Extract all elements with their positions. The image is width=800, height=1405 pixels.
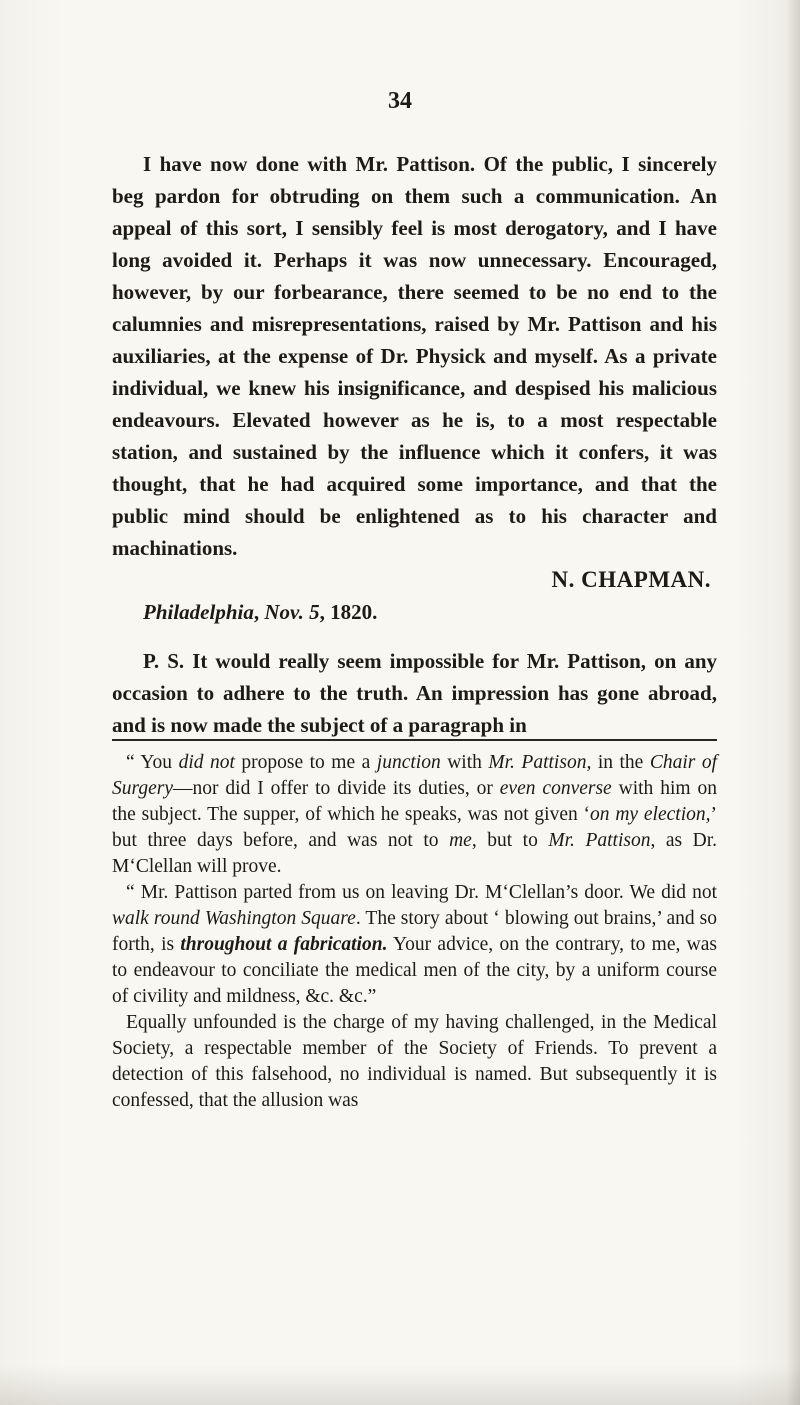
date-place: Philadelphia — [143, 600, 254, 624]
page-number: 34 — [388, 88, 412, 114]
page-bottom-shadow — [0, 1365, 800, 1405]
quote-paragraph-2: “ Mr. Pattison parted from us on leaving Dr. M‘Clellan’s door. We did not walk round Washington Square. The story about ‘ blowing out brains,’ and so forth, is throughout a fabrication. Your advice, on the contrary, to me, was to endeavour to conciliate the medical men of the city, by a uniform course of civility and mildness, &c. &c.” — [112, 882, 718, 1007]
signature-row — [112, 564, 717, 596]
signature: N. CHAPMAN. — [551, 567, 711, 592]
date-month: Nov. 5 — [264, 600, 320, 624]
quote-paragraph-1: “ You did not propose to me a junction with Mr. Pattison, in the Chair of Surgery—nor did I offer to divide its duties, or even converse with him on the subject. The supper, of which he speaks, was not given ‘on my election,’ but three days before, and was not to me, but to Mr. Pattison, as Dr. M‘Clellan will prove. — [112, 752, 718, 877]
paragraph-society-charge: Equally unfounded is the charge of my having challenged, in the Medical Society, a respectable member of the Society of Friends. To prevent a detection of this falsehood, no individual is named. But subsequently it is confessed, that the allusion was — [112, 1012, 717, 1111]
date-year: , 1820. — [319, 600, 378, 624]
postscript: P. S. It would really seem impossible for Mr. Pattison, on any occasion to adhere to the truth. An impression has gone abroad, and is now made the subject of a paragraph in — [112, 649, 717, 737]
quoted-letter — [112, 750, 717, 1114]
dateline: Philadelphia, Nov. 5, 1820. — [143, 600, 378, 624]
footnote-rule — [112, 739, 717, 741]
paragraph-conclusion: I have now done with Mr. Pattison. Of the public, I sincerely beg pardon for obtruding on them such a communication. An appeal of this sort, I sensibly feel is most derogatory, and I have long avoided it. Perhaps it was now unnecessary. Encouraged, however, by our forbearance, there seemed to be no end to the calumnies and misrepresentations, raised by Mr. Pattison and his auxiliaries, at the expense of Dr. Physick and myself. As a private individual, we knew his insignificance, and despised his malicious endeavours. Elevated however as he is, to a most respectable station, and sustained by the influence which it confers, it was thought, that he had acquired some importance, and that the public mind should be enlightened as to his character and machinations. — [112, 152, 717, 560]
page-edge-shadow — [786, 0, 800, 1405]
main-text — [112, 148, 717, 741]
